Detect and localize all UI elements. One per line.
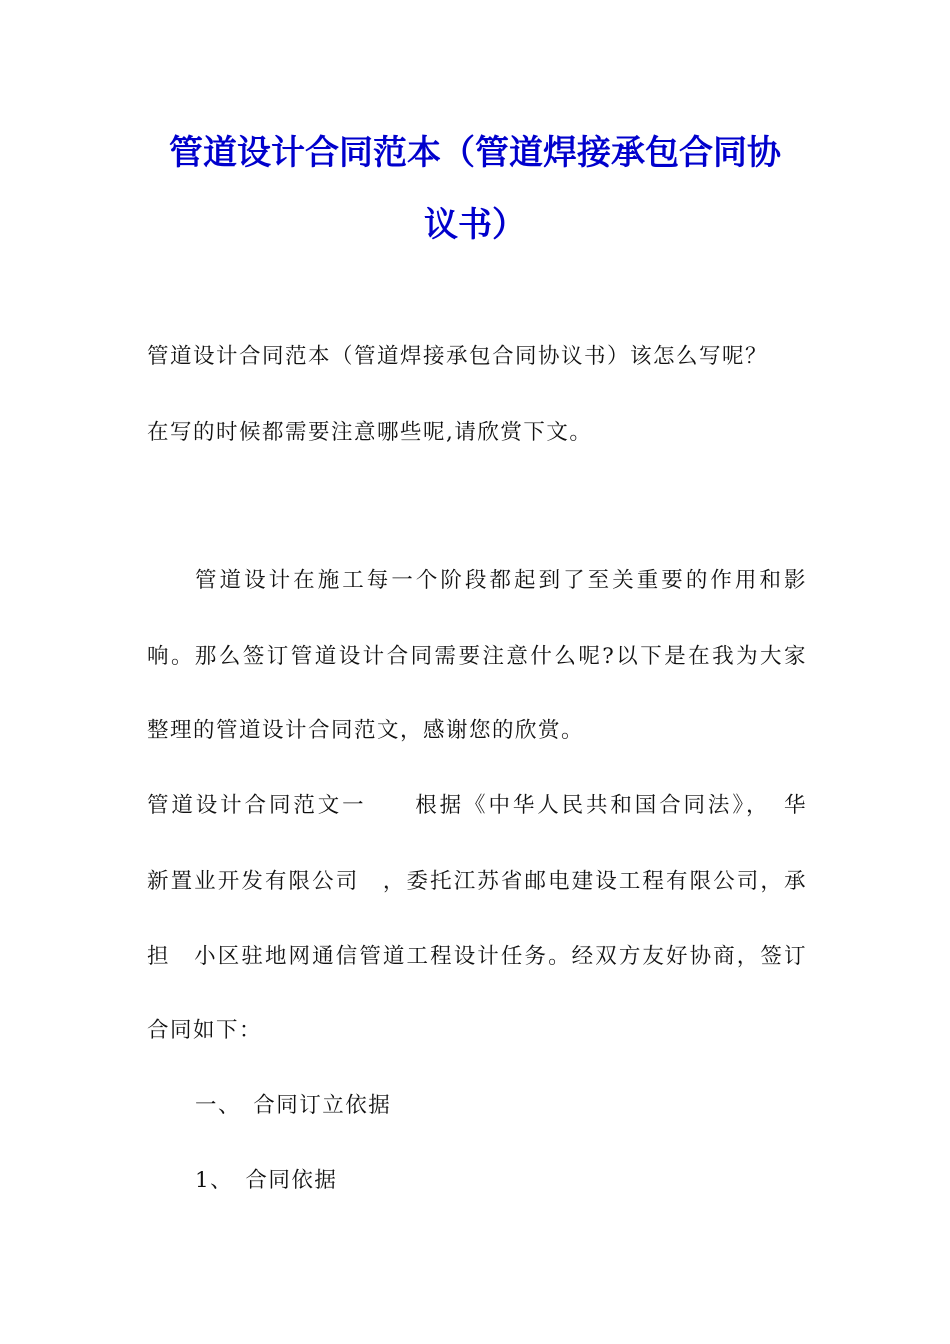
paragraph-line-1: 管道设计在施工每一个阶段都起到了至关重要的作用和影 — [195, 568, 807, 593]
contract-line-1: 管道设计合同范文一 根据《中华人民共和国合同法》， 华 — [147, 793, 807, 818]
subsection-heading-1: 1、 合同依据 — [195, 1168, 338, 1193]
contract-line-3: 担 小区驻地网通信管道工程设计任务。经双方友好协商，签订 — [147, 944, 807, 969]
intro-line-1: 管道设计合同范本（管道焊接承包合同协议书）该怎么写呢？ — [147, 344, 769, 369]
paragraph-line-3: 整理的管道设计合同范文，感谢您的欣赏。 — [147, 718, 585, 743]
section-heading-1: 一、 合同订立依据 — [195, 1093, 392, 1118]
contract-line-4: 合同如下： — [147, 1018, 263, 1043]
document-title-line-2: 议书） — [424, 205, 526, 245]
paragraph-line-2: 响。那么签订管道设计合同需要注意什么呢?以下是在我为大家 — [147, 644, 807, 669]
contract-line-2: 新置业开发有限公司 ，委托江苏省邮电建设工程有限公司，承 — [147, 869, 807, 894]
document-title-line-1: 管道设计合同范本（管道焊接承包合同协 — [169, 133, 781, 173]
intro-line-2: 在写的时候都需要注意哪些呢,请欣赏下文。 — [147, 420, 593, 445]
